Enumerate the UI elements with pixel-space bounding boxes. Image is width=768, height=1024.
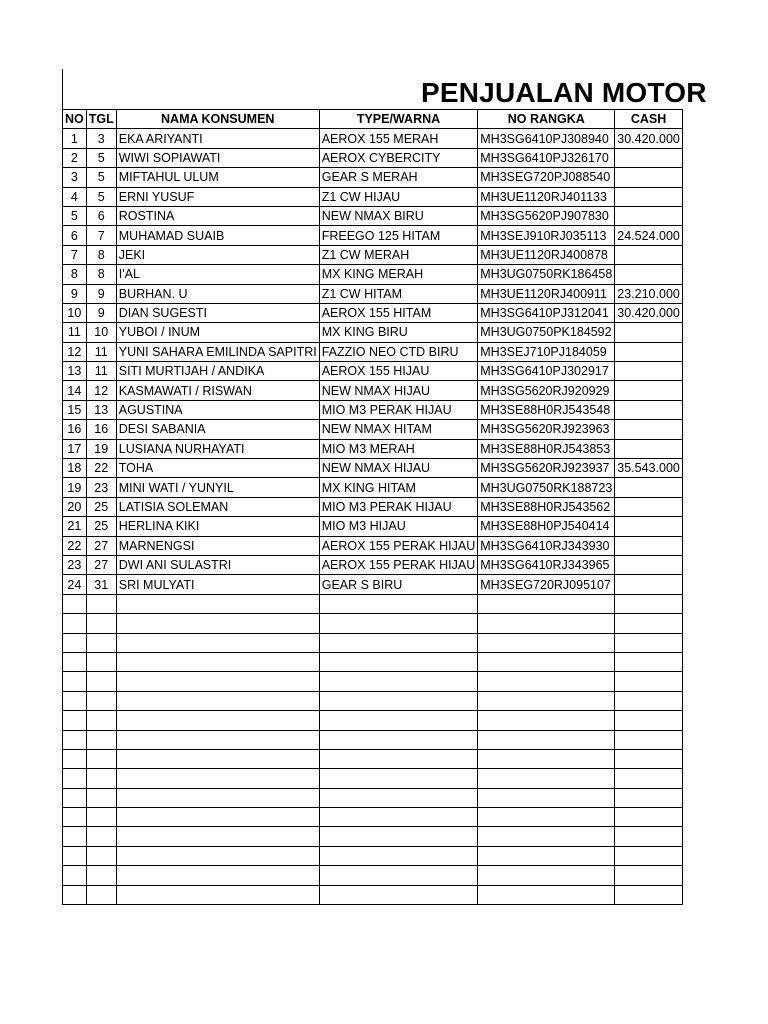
cell-no-rangka[interactable]: MH3SE88H0RJ543853: [478, 439, 615, 458]
empty-cell[interactable]: [319, 808, 478, 827]
table-row: [63, 342, 683, 361]
header-row: [63, 110, 683, 129]
cell-no[interactable]: 23: [63, 555, 87, 574]
empty-cell[interactable]: [116, 594, 319, 613]
cell-no[interactable]: 9: [63, 284, 87, 303]
cell-no[interactable]: 14: [63, 381, 87, 400]
empty-cell[interactable]: [319, 691, 478, 710]
cell-nama-konsumen[interactable]: DIAN SUGESTI: [116, 303, 319, 322]
cell-no[interactable]: 8: [63, 265, 87, 284]
empty-cell[interactable]: [319, 769, 478, 788]
empty-cell[interactable]: [615, 769, 683, 788]
empty-cell[interactable]: [615, 846, 683, 865]
empty-cell[interactable]: [63, 691, 87, 710]
cell-tgl[interactable]: 9: [86, 284, 116, 303]
cell-nama-konsumen[interactable]: TOHA: [116, 459, 319, 478]
empty-cell[interactable]: [116, 691, 319, 710]
table-row: [63, 362, 683, 381]
cell-cash[interactable]: [615, 497, 683, 516]
empty-cell[interactable]: [615, 808, 683, 827]
table-body: [63, 129, 683, 905]
cell-cash[interactable]: 23.210.000: [615, 284, 683, 303]
cell-no-rangka[interactable]: MH3SG6410RJ343930: [478, 536, 615, 555]
empty-row: [63, 846, 683, 865]
cell-nama-konsumen[interactable]: YUNI SAHARA EMILINDA SAPITRI: [116, 342, 319, 361]
cell-nama-konsumen[interactable]: WIWI SOPIAWATI: [116, 148, 319, 167]
cell-nama-konsumen[interactable]: MINI WATI / YUNYIL: [116, 478, 319, 497]
table-row: [63, 575, 683, 594]
cell-cash[interactable]: [615, 536, 683, 555]
empty-cell[interactable]: [63, 769, 87, 788]
table-row: [63, 420, 683, 439]
cell-no-rangka[interactable]: MH3SE88H0RJ543548: [478, 400, 615, 419]
cell-no[interactable]: 19: [63, 478, 87, 497]
cell-type-warna[interactable]: AEROX 155 HITAM: [319, 303, 478, 322]
cell-no[interactable]: 7: [63, 245, 87, 264]
cell-nama-konsumen[interactable]: KASMAWATI / RISWAN: [116, 381, 319, 400]
empty-cell[interactable]: [63, 808, 87, 827]
cell-tgl[interactable]: 5: [86, 187, 116, 206]
table-row: [63, 265, 683, 284]
empty-cell[interactable]: [319, 594, 478, 613]
table-row: [63, 555, 683, 574]
cell-no-rangka[interactable]: MH3UE1120RJ400878: [478, 245, 615, 264]
empty-cell[interactable]: [63, 672, 87, 691]
cell-cash[interactable]: [615, 362, 683, 381]
cell-type-warna[interactable]: AEROX 155 PERAK HIJAU: [319, 555, 478, 574]
cell-no-rangka[interactable]: MH3SG6410PJ312041: [478, 303, 615, 322]
cell-no-rangka[interactable]: MH3SG6410RJ343965: [478, 555, 615, 574]
cell-no[interactable]: 18: [63, 459, 87, 478]
empty-cell[interactable]: [478, 633, 615, 652]
cell-no[interactable]: 2: [63, 148, 87, 167]
cell-nama-konsumen[interactable]: ERNI YUSUF: [116, 187, 319, 206]
cell-no[interactable]: 20: [63, 497, 87, 516]
empty-cell[interactable]: [319, 652, 478, 671]
empty-cell[interactable]: [478, 769, 615, 788]
cell-tgl[interactable]: 8: [86, 245, 116, 264]
empty-cell[interactable]: [63, 614, 87, 633]
empty-cell[interactable]: [63, 827, 87, 846]
table-row: [63, 459, 683, 478]
cell-nama-konsumen[interactable]: LATISIA SOLEMAN: [116, 497, 319, 516]
empty-cell[interactable]: [319, 614, 478, 633]
empty-cell[interactable]: [478, 885, 615, 904]
empty-cell[interactable]: [63, 885, 87, 904]
cell-no-rangka[interactable]: MH3SE88H0PJ540414: [478, 517, 615, 536]
cell-no-rangka[interactable]: MH3SG6410PJ326170: [478, 148, 615, 167]
cell-tgl[interactable]: 27: [86, 536, 116, 555]
cell-no-rangka[interactable]: MH3SG5620RJ923937: [478, 459, 615, 478]
header-no-rangka: NO RANGKA: [478, 110, 615, 129]
cell-tgl[interactable]: 16: [86, 420, 116, 439]
empty-cell[interactable]: [86, 614, 116, 633]
empty-cell[interactable]: [478, 652, 615, 671]
empty-cell[interactable]: [478, 808, 615, 827]
empty-cell[interactable]: [63, 652, 87, 671]
sales-table: [62, 109, 683, 905]
cell-cash[interactable]: 24.524.000: [615, 226, 683, 245]
cell-cash[interactable]: [615, 187, 683, 206]
cell-no[interactable]: 12: [63, 342, 87, 361]
empty-cell[interactable]: [319, 885, 478, 904]
empty-row: [63, 652, 683, 671]
cell-nama-konsumen[interactable]: YUBOI / INUM: [116, 323, 319, 342]
cell-tgl[interactable]: 13: [86, 400, 116, 419]
cell-cash[interactable]: [615, 478, 683, 497]
cell-cash[interactable]: 30.420.000: [615, 303, 683, 322]
cell-cash[interactable]: [615, 148, 683, 167]
cell-type-warna[interactable]: NEW NMAX HIJAU: [319, 459, 478, 478]
spreadsheet: [62, 69, 707, 906]
cell-tgl[interactable]: 6: [86, 206, 116, 225]
cell-type-warna[interactable]: GEAR S BIRU: [319, 575, 478, 594]
empty-cell[interactable]: [86, 808, 116, 827]
cell-type-warna[interactable]: MIO M3 PERAK HIJAU: [319, 497, 478, 516]
cell-nama-konsumen[interactable]: ROSTINA: [116, 206, 319, 225]
cell-nama-konsumen[interactable]: I'AL: [116, 265, 319, 284]
cell-type-warna[interactable]: AEROX CYBERCITY: [319, 148, 478, 167]
cell-no-rangka[interactable]: MH3SG5620RJ920929: [478, 381, 615, 400]
cell-nama-konsumen[interactable]: LUSIANA NURHAYATI: [116, 439, 319, 458]
empty-cell[interactable]: [615, 672, 683, 691]
cell-no[interactable]: 11: [63, 323, 87, 342]
empty-cell[interactable]: [86, 672, 116, 691]
empty-cell[interactable]: [319, 846, 478, 865]
cell-type-warna[interactable]: NEW NMAX BIRU: [319, 206, 478, 225]
cell-no[interactable]: 1: [63, 129, 87, 148]
cell-type-warna[interactable]: NEW NMAX HITAM: [319, 420, 478, 439]
cell-cash[interactable]: [615, 575, 683, 594]
cell-cash[interactable]: [615, 342, 683, 361]
empty-cell[interactable]: [615, 594, 683, 613]
empty-cell[interactable]: [116, 672, 319, 691]
cell-tgl[interactable]: 27: [86, 555, 116, 574]
cell-type-warna[interactable]: Z1 CW HITAM: [319, 284, 478, 303]
empty-row: [63, 614, 683, 633]
cell-no-rangka[interactable]: MH3UG0750RK188723: [478, 478, 615, 497]
empty-cell[interactable]: [63, 866, 87, 885]
cell-no[interactable]: 16: [63, 420, 87, 439]
empty-cell[interactable]: [116, 749, 319, 768]
empty-cell[interactable]: [319, 672, 478, 691]
cell-no-rangka[interactable]: MH3SG6410PJ308940: [478, 129, 615, 148]
cell-no[interactable]: 22: [63, 536, 87, 555]
cell-cash[interactable]: [615, 400, 683, 419]
empty-cell[interactable]: [63, 788, 87, 807]
cell-no[interactable]: 4: [63, 187, 87, 206]
cell-tgl[interactable]: 7: [86, 226, 116, 245]
cell-no[interactable]: 6: [63, 226, 87, 245]
cell-type-warna[interactable]: MIO M3 PERAK HIJAU: [319, 400, 478, 419]
empty-cell[interactable]: [478, 711, 615, 730]
cell-tgl[interactable]: 11: [86, 342, 116, 361]
cell-tgl[interactable]: 23: [86, 478, 116, 497]
empty-cell[interactable]: [116, 730, 319, 749]
empty-row: [63, 594, 683, 613]
empty-row: [63, 769, 683, 788]
empty-cell[interactable]: [478, 730, 615, 749]
cell-type-warna[interactable]: Z1 CW HIJAU: [319, 187, 478, 206]
table-row: [63, 536, 683, 555]
cell-type-warna[interactable]: MX KING BIRU: [319, 323, 478, 342]
empty-row: [63, 672, 683, 691]
empty-cell[interactable]: [615, 652, 683, 671]
cell-cash[interactable]: 30.420.000: [615, 129, 683, 148]
cell-tgl[interactable]: 3: [86, 129, 116, 148]
empty-cell[interactable]: [86, 594, 116, 613]
cell-cash[interactable]: [615, 439, 683, 458]
cell-nama-konsumen[interactable]: MARNENGSI: [116, 536, 319, 555]
cell-nama-konsumen[interactable]: AGUSTINA: [116, 400, 319, 419]
cell-type-warna[interactable]: NEW NMAX HIJAU: [319, 381, 478, 400]
cell-no-rangka[interactable]: MH3SEJ710PJ184059: [478, 342, 615, 361]
cell-type-warna[interactable]: MIO M3 HIJAU: [319, 517, 478, 536]
empty-cell[interactable]: [478, 866, 615, 885]
cell-tgl[interactable]: 5: [86, 148, 116, 167]
empty-row: [63, 711, 683, 730]
cell-no[interactable]: 10: [63, 303, 87, 322]
cell-cash[interactable]: [615, 381, 683, 400]
empty-cell[interactable]: [63, 846, 87, 865]
cell-nama-konsumen[interactable]: SRI MULYATI: [116, 575, 319, 594]
cell-cash[interactable]: [615, 323, 683, 342]
empty-cell[interactable]: [319, 788, 478, 807]
header-no: NO: [63, 110, 87, 129]
page-title: PENJUALAN MOTOR: [421, 77, 707, 108]
cell-no[interactable]: 24: [63, 575, 87, 594]
table-row: [63, 439, 683, 458]
cell-no-rangka[interactable]: MH3SG6410PJ302917: [478, 362, 615, 381]
empty-row: [63, 788, 683, 807]
empty-cell[interactable]: [86, 827, 116, 846]
cell-cash[interactable]: [615, 555, 683, 574]
empty-cell[interactable]: [319, 827, 478, 846]
cell-cash[interactable]: 35.543.000: [615, 459, 683, 478]
empty-cell[interactable]: [478, 691, 615, 710]
empty-cell[interactable]: [615, 866, 683, 885]
table-row: [63, 226, 683, 245]
empty-cell[interactable]: [615, 633, 683, 652]
empty-cell[interactable]: [86, 749, 116, 768]
empty-cell[interactable]: [319, 711, 478, 730]
empty-cell[interactable]: [86, 633, 116, 652]
cell-nama-konsumen[interactable]: MUHAMAD SUAIB: [116, 226, 319, 245]
cell-tgl[interactable]: 9: [86, 303, 116, 322]
empty-cell[interactable]: [116, 652, 319, 671]
empty-cell[interactable]: [319, 749, 478, 768]
cell-no-rangka[interactable]: MH3SG5620RJ923963: [478, 420, 615, 439]
cell-no-rangka[interactable]: MH3SE88H0RJ543562: [478, 497, 615, 516]
table-row: [63, 323, 683, 342]
empty-cell[interactable]: [116, 788, 319, 807]
cell-tgl[interactable]: 25: [86, 517, 116, 536]
cell-no[interactable]: 17: [63, 439, 87, 458]
cell-no-rangka[interactable]: MH3UE1120RJ400911: [478, 284, 615, 303]
cell-tgl[interactable]: 5: [86, 168, 116, 187]
cell-no-rangka[interactable]: MH3UG0750RK186458: [478, 265, 615, 284]
cell-type-warna[interactable]: GEAR S MERAH: [319, 168, 478, 187]
empty-cell[interactable]: [86, 691, 116, 710]
empty-cell[interactable]: [86, 846, 116, 865]
cell-no[interactable]: 3: [63, 168, 87, 187]
empty-cell[interactable]: [86, 652, 116, 671]
cell-tgl[interactable]: 8: [86, 265, 116, 284]
cell-nama-konsumen[interactable]: DWI ANI SULASTRI: [116, 555, 319, 574]
cell-no[interactable]: 5: [63, 206, 87, 225]
empty-row: [63, 633, 683, 652]
empty-cell[interactable]: [319, 730, 478, 749]
empty-cell[interactable]: [615, 827, 683, 846]
table-row: [63, 129, 683, 148]
table-row: [63, 303, 683, 322]
cell-cash[interactable]: [615, 245, 683, 264]
table-row: [63, 381, 683, 400]
cell-type-warna[interactable]: FREEGO 125 HITAM: [319, 226, 478, 245]
cell-type-warna[interactable]: AEROX 155 HIJAU: [319, 362, 478, 381]
cell-no-rangka[interactable]: MH3UE1120RJ401133: [478, 187, 615, 206]
table-row: [63, 187, 683, 206]
cell-no[interactable]: 13: [63, 362, 87, 381]
cell-nama-konsumen[interactable]: JEKI: [116, 245, 319, 264]
empty-cell[interactable]: [86, 730, 116, 749]
empty-cell[interactable]: [63, 711, 87, 730]
empty-cell[interactable]: [478, 749, 615, 768]
empty-row: [63, 866, 683, 885]
empty-row: [63, 827, 683, 846]
empty-cell[interactable]: [86, 788, 116, 807]
empty-row: [63, 808, 683, 827]
empty-cell[interactable]: [86, 885, 116, 904]
empty-cell[interactable]: [615, 730, 683, 749]
cell-no-rangka[interactable]: MH3SEG720RJ095107: [478, 575, 615, 594]
empty-cell[interactable]: [615, 749, 683, 768]
cell-tgl[interactable]: 19: [86, 439, 116, 458]
empty-cell[interactable]: [319, 633, 478, 652]
cell-nama-konsumen[interactable]: SITI MURTIJAH / ANDIKA: [116, 362, 319, 381]
cell-cash[interactable]: [615, 168, 683, 187]
empty-cell[interactable]: [116, 769, 319, 788]
empty-row: [63, 691, 683, 710]
empty-cell[interactable]: [116, 711, 319, 730]
cell-tgl[interactable]: 11: [86, 362, 116, 381]
empty-cell[interactable]: [615, 691, 683, 710]
header-type-warna: TYPE/WARNA: [319, 110, 478, 129]
empty-cell[interactable]: [63, 730, 87, 749]
empty-cell[interactable]: [63, 633, 87, 652]
cell-nama-konsumen[interactable]: MIFTAHUL ULUM: [116, 168, 319, 187]
empty-cell[interactable]: [116, 808, 319, 827]
table-row: [63, 517, 683, 536]
cell-tgl[interactable]: 10: [86, 323, 116, 342]
cell-type-warna[interactable]: MIO M3 MERAH: [319, 439, 478, 458]
cell-tgl[interactable]: 22: [86, 459, 116, 478]
cell-cash[interactable]: [615, 265, 683, 284]
empty-cell[interactable]: [116, 614, 319, 633]
cell-no-rangka[interactable]: MH3SEJ910RJ035113: [478, 226, 615, 245]
empty-cell[interactable]: [478, 672, 615, 691]
cell-nama-konsumen[interactable]: BURHAN. U: [116, 284, 319, 303]
cell-tgl[interactable]: 12: [86, 381, 116, 400]
cell-nama-konsumen[interactable]: DESI SABANIA: [116, 420, 319, 439]
cell-type-warna[interactable]: FAZZIO NEO CTD BIRU: [319, 342, 478, 361]
empty-cell[interactable]: [116, 827, 319, 846]
cell-type-warna[interactable]: MX KING MERAH: [319, 265, 478, 284]
empty-cell[interactable]: [615, 711, 683, 730]
empty-row: [63, 885, 683, 904]
empty-row: [63, 730, 683, 749]
cell-cash[interactable]: [615, 517, 683, 536]
cell-no-rangka[interactable]: MH3SG5620PJ907830: [478, 206, 615, 225]
cell-no-rangka[interactable]: MH3UG0750PK184592: [478, 323, 615, 342]
cell-type-warna[interactable]: AEROX 155 MERAH: [319, 129, 478, 148]
cell-no[interactable]: 15: [63, 400, 87, 419]
cell-no[interactable]: 21: [63, 517, 87, 536]
table-row: [63, 284, 683, 303]
empty-cell[interactable]: [615, 788, 683, 807]
empty-row: [63, 749, 683, 768]
table-row: [63, 148, 683, 167]
left-border-line: [62, 69, 63, 110]
empty-cell[interactable]: [116, 885, 319, 904]
empty-cell[interactable]: [615, 614, 683, 633]
empty-cell[interactable]: [478, 846, 615, 865]
table-row: [63, 400, 683, 419]
empty-cell[interactable]: [86, 866, 116, 885]
empty-cell[interactable]: [478, 594, 615, 613]
cell-type-warna[interactable]: MX KING HITAM: [319, 478, 478, 497]
empty-cell[interactable]: [116, 846, 319, 865]
cell-type-warna[interactable]: AEROX 155 PERAK HIJAU: [319, 536, 478, 555]
empty-cell[interactable]: [116, 633, 319, 652]
header-tgl: TGL: [86, 110, 116, 129]
empty-cell[interactable]: [116, 866, 319, 885]
empty-cell[interactable]: [86, 769, 116, 788]
cell-no-rangka[interactable]: MH3SEG720PJ088540: [478, 168, 615, 187]
empty-cell[interactable]: [63, 594, 87, 613]
cell-type-warna[interactable]: Z1 CW MERAH: [319, 245, 478, 264]
empty-cell[interactable]: [615, 885, 683, 904]
empty-cell[interactable]: [478, 614, 615, 633]
table-row: [63, 245, 683, 264]
table-row: [63, 497, 683, 516]
empty-cell[interactable]: [63, 749, 87, 768]
cell-cash[interactable]: [615, 420, 683, 439]
cell-nama-konsumen[interactable]: EKA ARIYANTI: [116, 129, 319, 148]
cell-cash[interactable]: [615, 206, 683, 225]
header-nama-konsumen: NAMA KONSUMEN: [116, 110, 319, 129]
table-row: [63, 168, 683, 187]
cell-tgl[interactable]: 31: [86, 575, 116, 594]
cell-tgl[interactable]: 25: [86, 497, 116, 516]
table-row: [63, 478, 683, 497]
table-row: [63, 206, 683, 225]
empty-cell[interactable]: [478, 788, 615, 807]
cell-nama-konsumen[interactable]: HERLINA KIKI: [116, 517, 319, 536]
empty-cell[interactable]: [319, 866, 478, 885]
empty-cell[interactable]: [478, 827, 615, 846]
header-cash: CASH: [615, 110, 683, 129]
empty-cell[interactable]: [86, 711, 116, 730]
